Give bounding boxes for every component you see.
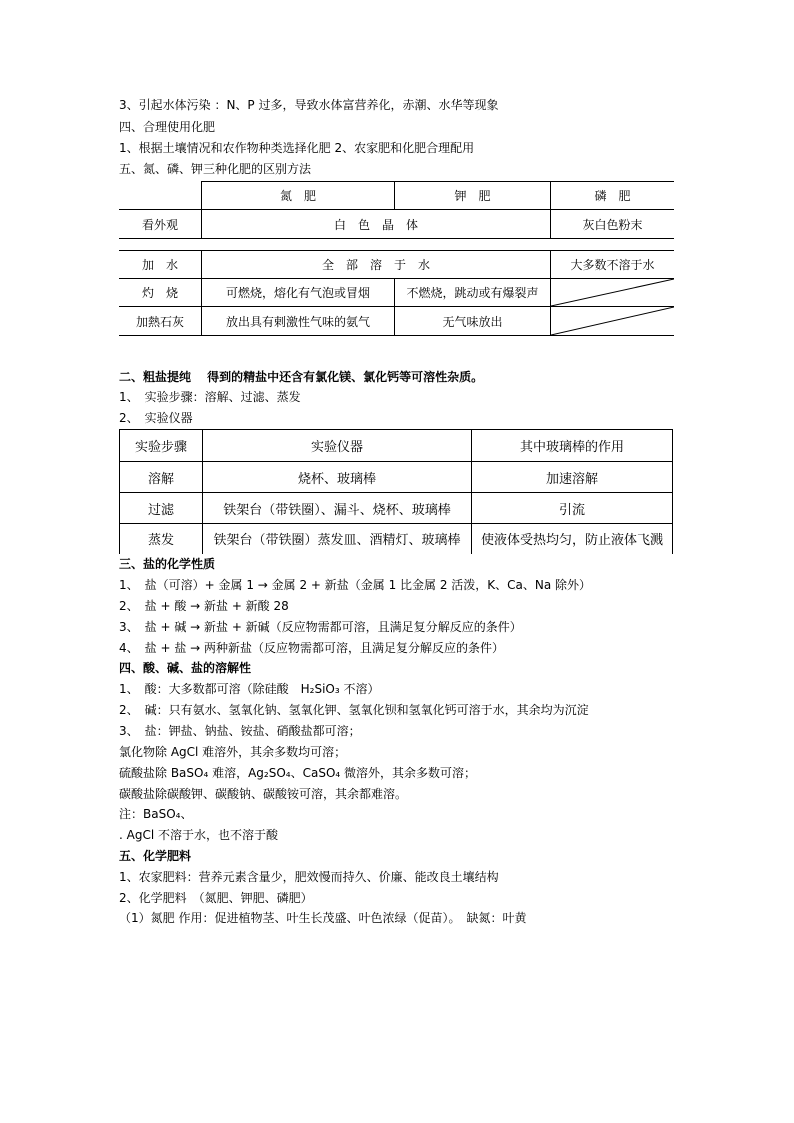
fertilizer-test-table — [119, 250, 674, 336]
line-fertilizer-tips: 1、根据土壤情况和农作物种类选择化肥 2、农家肥和化肥合理配用 — [119, 141, 475, 155]
line-salt-base: 3、 盐 + 碱 → 新盐 + 新碱（反应物需都可溶，且满足复分解反应的条件） — [119, 620, 522, 634]
empty-header-cell — [119, 182, 202, 210]
row-burn-label: 灼 烧 — [119, 279, 202, 307]
row-filter-step: 过滤 — [120, 493, 203, 524]
row-lime-k: 无气味放出 — [395, 307, 551, 336]
line-note-agcl: . AgCl 不溶于水，也不溶于酸 — [119, 828, 278, 842]
header-apparatus: 实验仪器 — [203, 430, 472, 462]
line-salt-solubility: 3、 盐：钾盐、钠盐、铵盐、硝酸盐都可溶； — [119, 724, 361, 738]
heading-salt-purification: 二、粗盐提纯 得到的精盐中还含有氯化镁、氯化钙等可溶性杂质。 — [119, 370, 484, 384]
line-chemical-fertilizer: 2、化学肥料 （氮肥、钾肥、磷肥） — [119, 891, 313, 905]
line-acid-solubility: 1、 酸：大多数都可溶（除硅酸 H₂SiO₃ 不溶） — [119, 682, 380, 696]
row-dissolve-apparatus: 烧杯、玻璃棒 — [203, 462, 472, 493]
line-farm-manure: 1、农家肥料：营养元素含量少，肥效慢而持久、价廉、能改良土壤结构 — [119, 870, 499, 884]
line-nitrogen-fertilizer: （1）氮肥 作用：促进植物茎、叶生长茂盛、叶色浓绿（促苗）。 缺氮：叶黄 — [119, 911, 527, 925]
apparatus-table — [119, 429, 673, 554]
row-appearance-p: 灰白色粉末 — [551, 210, 675, 239]
line-experiment-apparatus: 2、 实验仪器 — [119, 411, 193, 425]
heading-fertilizer-use: 四、合理使用化肥 — [119, 120, 216, 134]
line-note: 注：BaSO₄、 — [119, 807, 193, 821]
header-phosphorus: 磷 肥 — [551, 182, 675, 210]
row-filter-apparatus: 铁架台（带铁圈）、漏斗、烧杯、玻璃棒 — [203, 493, 472, 524]
heading-salt-chemistry: 三、盐的化学性质 — [119, 557, 216, 571]
header-potassium: 钾 肥 — [395, 182, 551, 210]
row-burn-k: 不燃烧，跳动或有爆裂声 — [395, 279, 551, 307]
fertilizer-appearance-table — [119, 181, 674, 239]
diagonal-line-icon — [551, 279, 674, 306]
row-dissolve-role: 加速溶解 — [472, 462, 673, 493]
row-filter-role: 引流 — [472, 493, 673, 524]
row-evaporate-apparatus: 铁架台（带铁圈）蒸发皿、酒精灯、玻璃棒 — [203, 524, 472, 554]
header-step: 实验步骤 — [120, 430, 203, 462]
row-evaporate-step: 蒸发 — [120, 524, 203, 554]
heading-fertilizer-distinguish: 五、氮、磷、钾三种化肥的区别方法 — [119, 162, 312, 176]
row-lime-label: 加熱石灰 — [119, 307, 202, 336]
heading-solubility: 四、酸、碱、盐的溶解性 — [119, 661, 252, 675]
line-chloride-solubility: 氯化物除 AgCl 难溶外，其余多数均可溶； — [119, 745, 347, 759]
line-base-solubility: 2、 碱：只有氨水、氢氧化钠、氢氧化钾、氢氧化钡和氢氧化钙可溶于水，其余均为沉淀 — [119, 703, 589, 717]
line-sulfate-solubility: 硫酸盐除 BaSO₄ 难溶，Ag₂SO₄、CaSO₄ 微溶外，其余多数可溶； — [119, 766, 477, 780]
row-appearance-np: 白 色 晶 体 — [202, 210, 551, 239]
row-water-np: 全 部 溶 于 水 — [202, 251, 551, 279]
row-lime-p-diagonal — [551, 307, 675, 336]
row-appearance-label: 看外观 — [119, 210, 202, 239]
line-carbonate-solubility: 碳酸盐除碳酸钾、碳酸钠、碳酸铵可溶，其余都难溶。 — [119, 787, 408, 801]
row-burn-p-diagonal — [551, 279, 675, 307]
row-lime-n: 放出具有剌激性气味的氨气 — [202, 307, 395, 336]
row-evaporate-role: 使液体受热均匀，防止液体飞溅 — [472, 524, 673, 554]
header-glass-rod-role: 其中玻璃棒的作用 — [472, 430, 673, 462]
line-experiment-steps: 1、 实验步骤：溶解、过滤、蒸发 — [119, 390, 301, 404]
row-water-label: 加 水 — [119, 251, 202, 279]
line-salt-acid: 2、 盐 + 酸 → 新盐 + 新酸 28 — [119, 599, 289, 613]
heading-chemical-fertilizer: 五、化学肥料 — [119, 849, 192, 863]
line-salt-salt: 4、 盐 + 盐 → 两种新盐（反应物需都可溶，且满足复分解反应的条件） — [119, 641, 505, 655]
header-nitrogen: 氮 肥 — [202, 182, 395, 210]
row-burn-n: 可燃烧，熔化有气泡或冒烟 — [202, 279, 395, 307]
diagonal-line-icon — [551, 307, 674, 335]
row-dissolve-step: 溶解 — [120, 462, 203, 493]
line-water-pollution: 3、引起水体污染 ：N、P 过多，导致水体富营养化，赤潮、水华等现象 — [119, 98, 499, 112]
row-water-p: 大多数不溶于水 — [551, 251, 675, 279]
line-salt-metal: 1、 盐（可溶）+ 金属 1 → 金属 2 + 新盐（金属 1 比金属 2 活泼，K、Ca、Na 除外） — [119, 578, 592, 592]
